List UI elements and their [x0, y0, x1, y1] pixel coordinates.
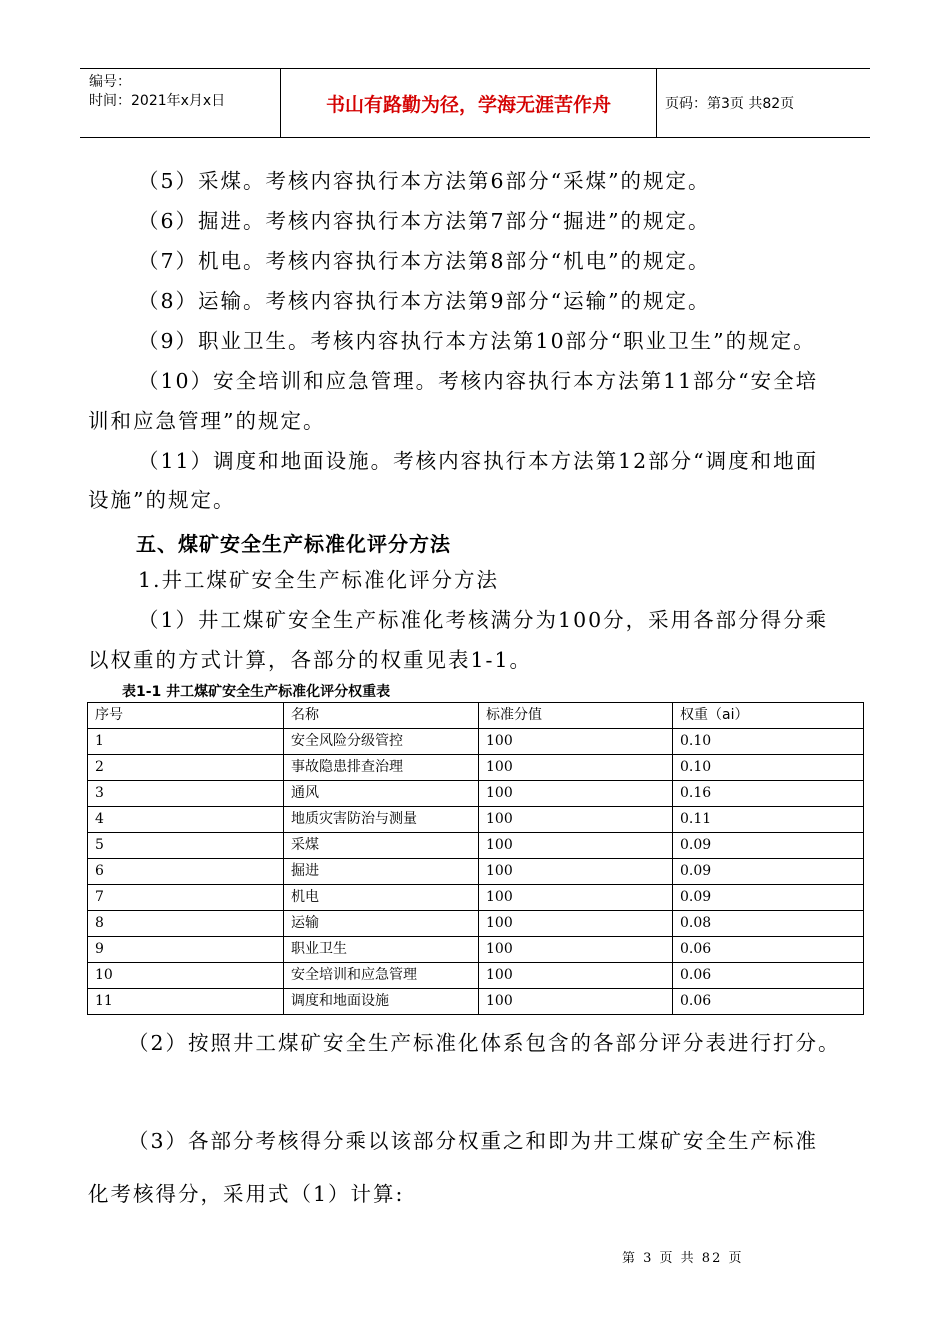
paragraph: （10）安全培训和应急管理。考核内容执行本方法第11部分“安全培 [138, 369, 819, 393]
paragraph: （9）职业卫生。考核内容执行本方法第10部分“职业卫生”的规定。 [138, 329, 816, 353]
table-cell: 100 [479, 781, 673, 807]
table-cell: 0.06 [673, 963, 864, 989]
table-cell: 100 [479, 729, 673, 755]
table-cell: 100 [479, 911, 673, 937]
table-cell: 100 [479, 807, 673, 833]
header-meta [80, 69, 280, 137]
table-row [88, 989, 864, 1015]
table-cell: 100 [479, 859, 673, 885]
paragraph: （11）调度和地面设施。考核内容执行本方法第12部分“调度和地面 [138, 449, 819, 473]
table-cell: 掘进 [284, 859, 479, 885]
table-row [88, 937, 864, 963]
table-cell: 100 [479, 989, 673, 1015]
table-cell: 2 [88, 755, 284, 781]
table-cell: 0.09 [673, 833, 864, 859]
table-cell: 机电 [284, 885, 479, 911]
table-cell: 0.08 [673, 911, 864, 937]
table-cell: 职业卫生 [284, 937, 479, 963]
table-header-cell: 权重（ai） [673, 703, 864, 729]
table-row [88, 781, 864, 807]
table-cell: 7 [88, 885, 284, 911]
table-cell: 100 [479, 833, 673, 859]
table-header-cell: 标准分值 [479, 703, 673, 729]
header-number: 编号： [89, 74, 131, 90]
table-cell: 0.06 [673, 937, 864, 963]
table-header-row [88, 703, 864, 729]
paragraph: （1）井工煤矿安全生产标准化考核满分为100分，采用各部分得分乘 [138, 608, 829, 632]
table-cell: 0.09 [673, 885, 864, 911]
section-heading: 五、煤矿安全生产标准化评分方法 [136, 532, 451, 556]
paragraph: （5）采煤。考核内容执行本方法第6部分“采煤”的规定。 [138, 169, 711, 193]
paragraph: （2）按照井工煤矿安全生产标准化体系包含的各部分评分表进行打分。 [128, 1031, 841, 1055]
page-header [80, 68, 870, 138]
paragraph: 以权重的方式计算，各部分的权重见表1-1。 [88, 648, 533, 672]
table-cell: 100 [479, 755, 673, 781]
table-cell: 0.16 [673, 781, 864, 807]
paragraph: 训和应急管理”的规定。 [88, 409, 326, 433]
paragraph: （3）各部分考核得分乘以该部分权重之和即为井工煤矿安全生产标准 [128, 1129, 819, 1153]
table-cell: 5 [88, 833, 284, 859]
table-row [88, 729, 864, 755]
paragraph: （7）机电。考核内容执行本方法第8部分“机电”的规定。 [138, 249, 711, 273]
table-row [88, 807, 864, 833]
paragraph: （8）运输。考核内容执行本方法第9部分“运输”的规定。 [138, 289, 711, 313]
table-caption: 表1-1 井工煤矿安全生产标准化评分权重表 [122, 684, 391, 700]
table-cell: 调度和地面设施 [284, 989, 479, 1015]
table-header-cell: 序号 [88, 703, 284, 729]
paragraph: 化考核得分，采用式（1）计算: [88, 1182, 405, 1206]
table-cell: 10 [88, 963, 284, 989]
table-row [88, 963, 864, 989]
table-cell: 8 [88, 911, 284, 937]
header-page-code: 页码：第3页 共82页 [665, 96, 795, 112]
table-cell: 4 [88, 807, 284, 833]
table-cell: 地质灾害防治与测量 [284, 807, 479, 833]
table-cell: 11 [88, 989, 284, 1015]
paragraph: 设施”的规定。 [88, 488, 236, 512]
table-cell: 运输 [284, 911, 479, 937]
table-cell: 100 [479, 937, 673, 963]
table-cell: 0.11 [673, 807, 864, 833]
weight-table [87, 702, 864, 1015]
paragraph: （6）掘进。考核内容执行本方法第7部分“掘进”的规定。 [138, 209, 711, 233]
table-header-cell: 名称 [284, 703, 479, 729]
table-cell: 0.10 [673, 755, 864, 781]
table-row [88, 833, 864, 859]
table-row [88, 911, 864, 937]
table-row [88, 859, 864, 885]
table-cell: 100 [479, 885, 673, 911]
table-cell: 安全培训和应急管理 [284, 963, 479, 989]
table-row [88, 885, 864, 911]
table-cell: 100 [479, 963, 673, 989]
table-cell: 0.10 [673, 729, 864, 755]
table-row [88, 755, 864, 781]
table-cell: 3 [88, 781, 284, 807]
table-cell: 0.09 [673, 859, 864, 885]
header-time: 时间：2021年x月x日 [89, 93, 226, 109]
table-cell: 通风 [284, 781, 479, 807]
table-cell: 采煤 [284, 833, 479, 859]
table-cell: 6 [88, 859, 284, 885]
table-cell: 0.06 [673, 989, 864, 1015]
table-cell: 1 [88, 729, 284, 755]
header-motto: 书山有路勤为径，学海无涯苦作舟 [280, 69, 657, 137]
sub-heading: 1.井工煤矿安全生产标准化评分方法 [138, 568, 500, 592]
page-footer: 第 3 页 共 82 页 [622, 1251, 744, 1266]
table-cell: 9 [88, 937, 284, 963]
table-cell: 安全风险分级管控 [284, 729, 479, 755]
table-cell: 事故隐患排查治理 [284, 755, 479, 781]
